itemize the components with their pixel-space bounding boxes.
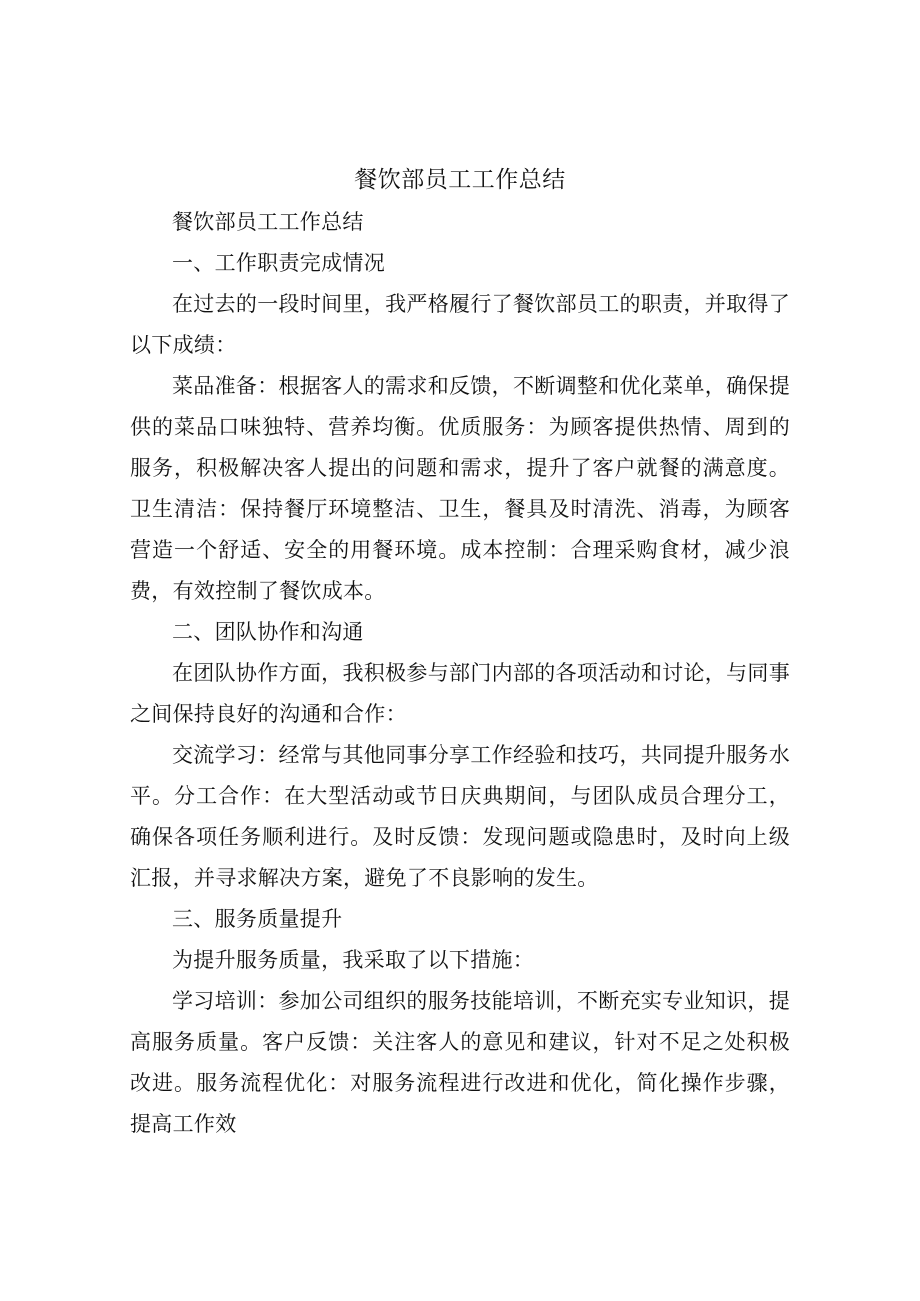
document-title: 餐饮部员工工作总结 xyxy=(354,167,566,193)
paragraph: 学习培训：参加公司组织的服务技能培训，不断充实专业知识，提高服务质量。客户反馈：关注客人的意见和建议，针对不足之处积极改进。服务流程优化：对服务流程进行改进和优化，简化操作步骤，提高工作效 xyxy=(130,989,790,1136)
paragraph-subtitle: 餐饮部员工工作总结 xyxy=(172,210,364,234)
paragraph: 在过去的一段时间里，我严格履行了餐饮部员工的职责，并取得了以下成绩： xyxy=(130,292,790,357)
paragraph: 在团队协作方面，我积极参与部门内部的各项活动和讨论，与同事之间保持良好的沟通和合作： xyxy=(130,661,790,726)
section-heading-3: 三、服务质量提升 xyxy=(172,907,343,931)
section-heading-2: 二、团队协作和沟通 xyxy=(172,620,364,644)
section-heading-1: 一、工作职责完成情况 xyxy=(172,251,385,275)
document-body xyxy=(130,202,790,1145)
paragraph: 为提升服务质量，我采取了以下措施： xyxy=(172,948,535,972)
paragraph: 交流学习：经常与其他同事分享工作经验和技巧，共同提升服务水平。分工合作：在大型活动或节日庆典期间，与团队成员合理分工，确保各项任务顺利进行。及时反馈：发现问题或隐患时，及时向上级汇报，并寻求解决方案，避免了不良影响的发生。 xyxy=(130,743,790,890)
paragraph: 菜品准备：根据客人的需求和反馈，不断调整和优化菜单，确保提供的菜品口味独特、营养均衡。优质服务：为顾客提供热情、周到的服务，积极解决客人提出的问题和需求，提升了客户就餐的满意度。卫生清洁：保持餐厅环境整洁、卫生，餐具及时清洗、消毒，为顾客营造一个舒适、安全的用餐环境。成本控制：合理采购食材，减少浪费，有效控制了餐饮成本。 xyxy=(130,374,790,603)
